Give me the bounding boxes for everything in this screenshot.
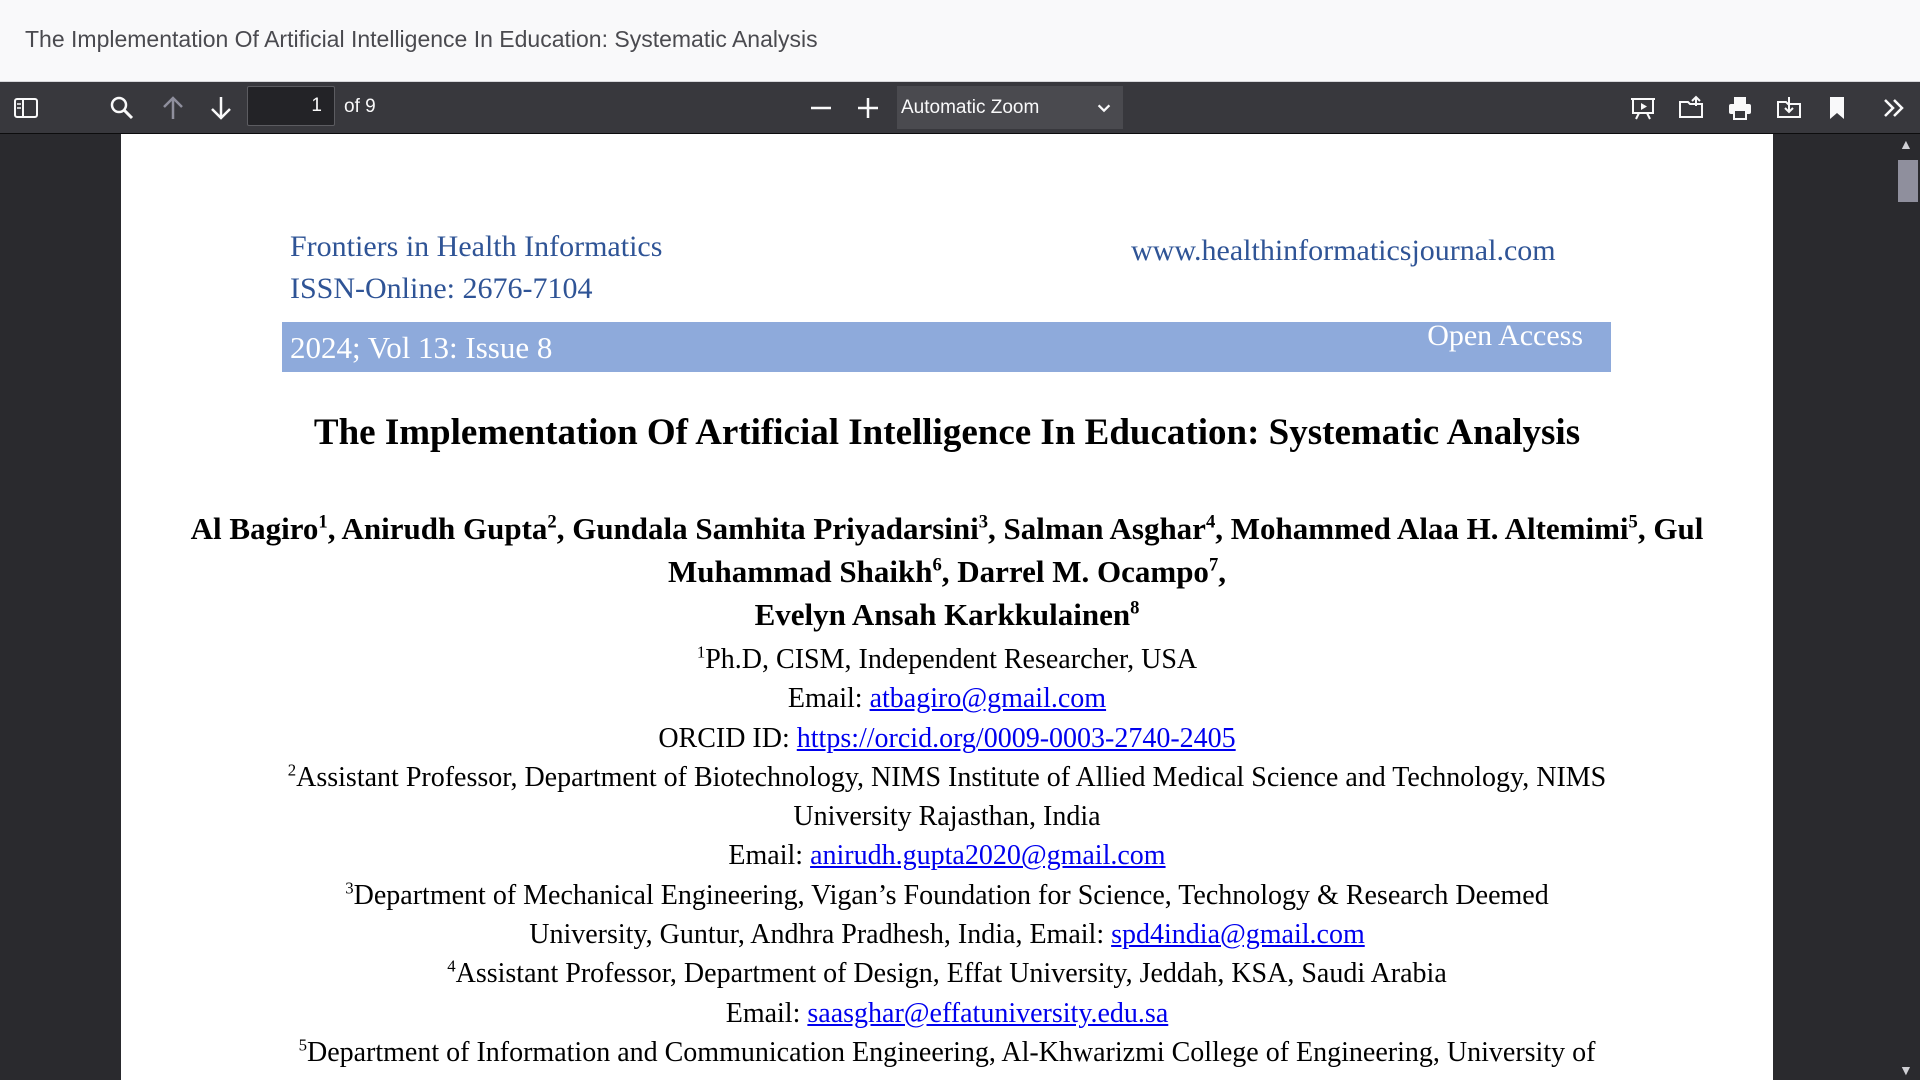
journal-website[interactable]: www.healthinformaticsjournal.com <box>1131 234 1556 267</box>
affiliation-sup: 2 <box>287 760 297 780</box>
affiliation-text: Department of Mechanical Engineering, Vigan’s Foundation for Science, Technology & Research Deemed <box>353 879 1549 911</box>
affiliation-line <box>121 719 1773 758</box>
author-sup: 4 <box>1205 511 1216 533</box>
author-name: Al Bagiro <box>190 511 319 546</box>
author-name: , Darrel M. Ocampo <box>941 554 1209 589</box>
page-number-input[interactable]: 1 <box>247 86 335 126</box>
author-sup: 2 <box>547 511 557 533</box>
affiliation-line <box>121 915 1773 954</box>
email-label: Email: <box>725 997 808 1029</box>
next-page-icon[interactable] <box>205 92 237 124</box>
email-label: Email: <box>728 840 811 872</box>
affiliation-text: Ph.D, CISM, Independent Researcher, USA <box>705 644 1198 675</box>
author-sup: 3 <box>978 511 989 533</box>
email-link[interactable]: spd4india@gmail.com <box>1111 919 1365 951</box>
print-icon[interactable] <box>1724 92 1756 124</box>
affiliation-text: University, Guntur, Andhra Pradhesh, India, Email: <box>529 919 1112 951</box>
affiliation-line <box>121 836 1773 875</box>
affiliation-line <box>121 758 1773 797</box>
journal-issn: ISSN-Online: 2676-7104 <box>290 272 593 305</box>
affiliation-text: Assistant Professor, Department of Biotechnology, NIMS Institute of Allied Medical Science and Technology, NIMS <box>296 761 1607 793</box>
scroll-down-icon[interactable]: ▼ <box>1899 1062 1913 1078</box>
zoom-select-label: Automatic Zoom <box>901 97 1040 118</box>
tools-menu-icon[interactable] <box>1878 92 1910 124</box>
email-link[interactable]: atbagiro@gmail.com <box>869 683 1107 715</box>
open-access-label: Open Access <box>1427 319 1583 352</box>
zoom-out-icon[interactable] <box>805 92 837 124</box>
affiliation-text: University Rajasthan, India <box>793 801 1101 833</box>
author-sup: 7 <box>1208 554 1219 576</box>
affiliation-line <box>121 994 1773 1033</box>
affiliation-line <box>121 954 1773 993</box>
orcid-link[interactable]: https://orcid.org/0009-0003-2740-2405 <box>796 722 1236 754</box>
sidebar-toggle-icon[interactable] <box>10 92 42 124</box>
zoom-in-icon[interactable] <box>852 92 884 124</box>
affiliation-sup: 1 <box>696 642 706 662</box>
pdf-page <box>121 134 1773 1080</box>
document-viewer[interactable] <box>0 134 1920 1080</box>
window-title-bar <box>0 0 1920 82</box>
affiliation-text: Assistant Professor, Department of Design, Effat University, Jeddah, KSA, Saudi Arabia <box>455 958 1447 990</box>
affiliations <box>121 640 1773 1072</box>
author-sup: 6 <box>932 554 942 576</box>
affiliation-line <box>121 797 1773 836</box>
search-icon[interactable] <box>106 92 138 124</box>
chevron-down-icon <box>1095 86 1113 129</box>
zoom-select[interactable] <box>897 86 1123 129</box>
affiliation-line <box>121 1033 1773 1072</box>
window-title: The Implementation Of Artificial Intelligence In Education: Systematic Analysis <box>25 26 818 52</box>
pdf-toolbar <box>0 82 1920 134</box>
affiliation-line <box>121 640 1773 679</box>
scroll-up-icon[interactable]: ▲ <box>1899 136 1913 152</box>
journal-name: Frontiers in Health Informatics <box>290 230 663 263</box>
author-sup: 1 <box>318 511 328 533</box>
open-file-icon[interactable] <box>1675 92 1707 124</box>
email-link[interactable]: anirudh.gupta2020@gmail.com <box>810 840 1166 872</box>
orcid-label: ORCID ID: <box>658 722 797 754</box>
affiliation-line <box>121 679 1773 718</box>
issue-banner <box>282 319 1611 372</box>
affiliation-sup: 4 <box>447 957 456 977</box>
email-link[interactable]: saasghar@effatuniversity.edu.sa <box>807 997 1169 1029</box>
author-name: Evelyn Ansah Karkkulainen <box>754 597 1131 632</box>
previous-page-icon[interactable] <box>157 92 189 124</box>
email-label: Email: <box>787 683 870 715</box>
download-icon[interactable] <box>1773 92 1805 124</box>
author-name: , Salman Asghar <box>988 511 1206 546</box>
author-name: , Mohammed Alaa H. Altemimi <box>1215 511 1629 546</box>
affiliation-text: Department of Information and Communication Engineering, Al-Khwarizmi College of Engineering, University of <box>306 1036 1596 1068</box>
author-name: , <box>1218 554 1226 589</box>
author-name: , Anirudh Gupta <box>327 511 548 546</box>
volume-issue: 2024; Vol 13: Issue 8 <box>290 330 553 365</box>
affiliation-sup: 3 <box>345 878 354 898</box>
affiliation-sup: 5 <box>298 1035 307 1055</box>
page-count-label: of 9 <box>344 96 376 117</box>
author-name: , Gundala Samhita Priyadarsini <box>556 511 979 546</box>
paper-title: The Implementation Of Artificial Intelligence In Education: Systematic Analysis <box>313 412 1581 453</box>
author-sup: 5 <box>1628 511 1638 533</box>
presentation-mode-icon[interactable] <box>1627 92 1659 124</box>
affiliation-line <box>121 876 1773 915</box>
bookmark-icon[interactable] <box>1821 92 1853 124</box>
scrollbar-thumb[interactable] <box>1898 160 1918 202</box>
author-sup: 8 <box>1130 597 1140 619</box>
author-name: , Gul Muhammad Shaikh <box>668 511 1704 589</box>
vertical-scrollbar[interactable] <box>1894 134 1920 1080</box>
author-list <box>121 507 1773 636</box>
